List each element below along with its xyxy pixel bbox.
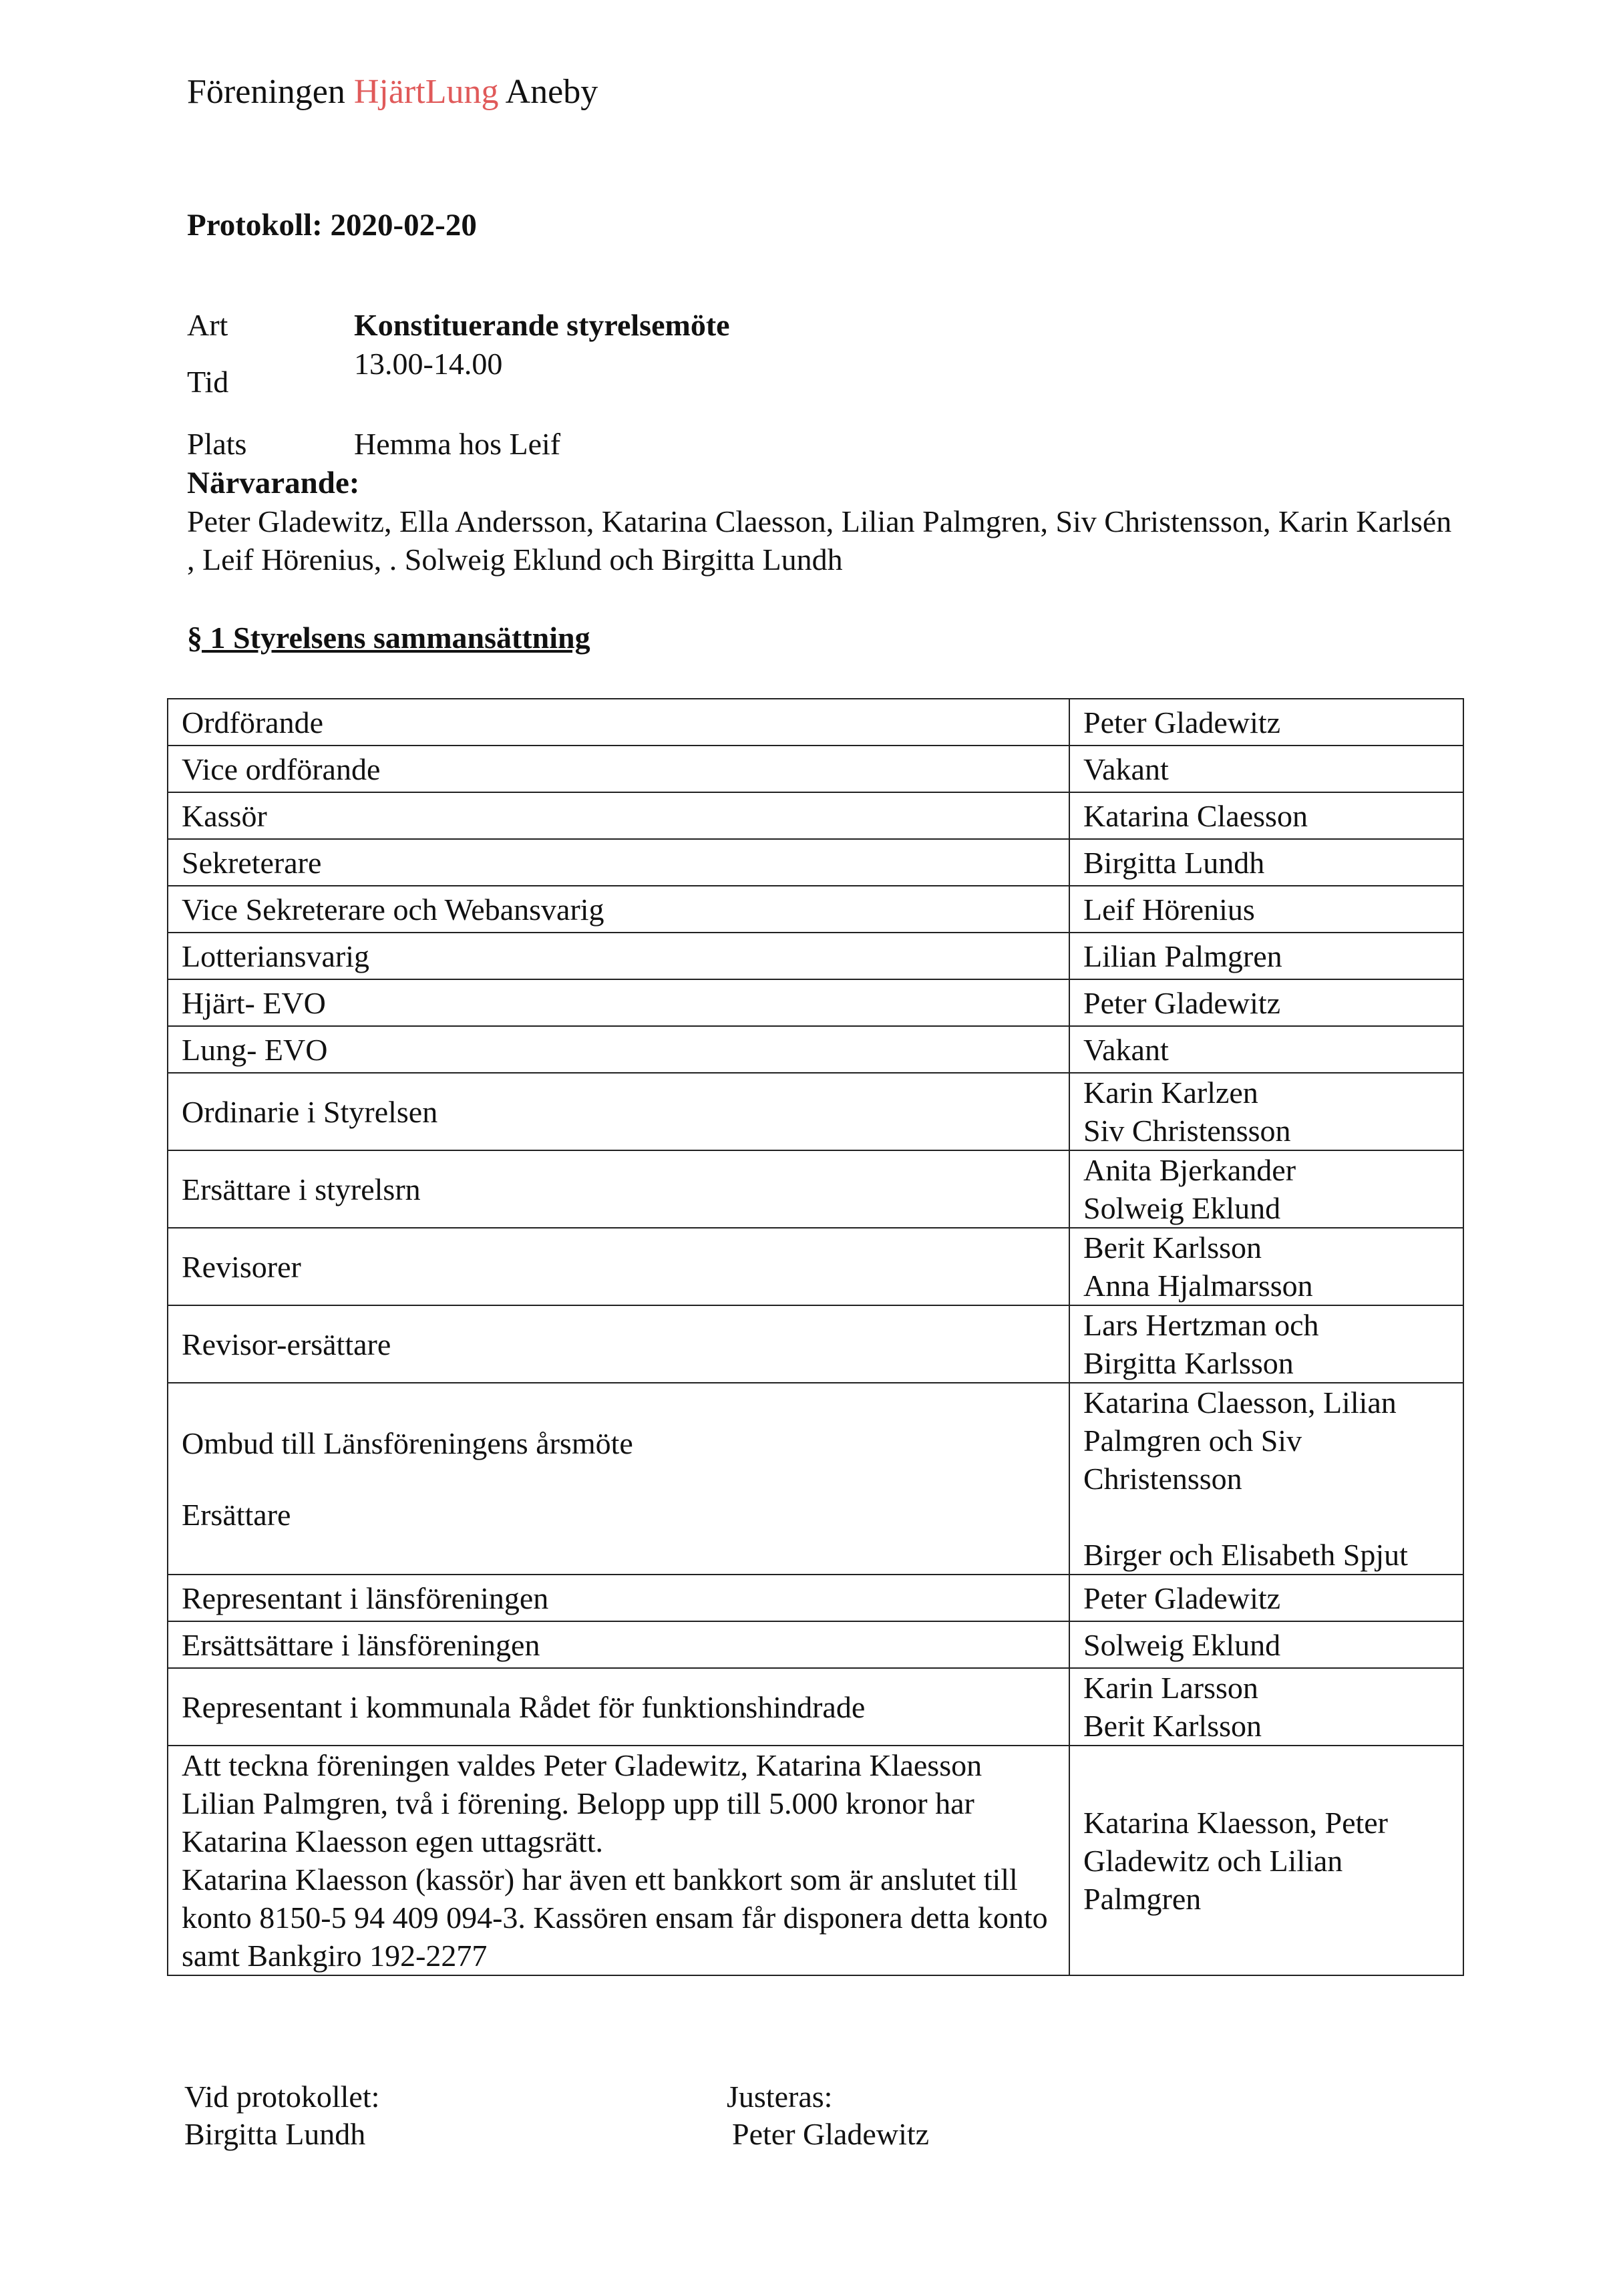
- person-cell: Lilian Palmgren: [1069, 933, 1463, 979]
- art-value: Konstituerande styrelsemöte: [354, 308, 730, 342]
- minutes-taker-name: Birgitta Lundh: [184, 2117, 366, 2151]
- person-cell: Solweig Eklund: [1069, 1621, 1463, 1668]
- role-cell: Ersättsättare i länsföreningen: [168, 1621, 1069, 1668]
- role-cell: Vice Sekreterare och Webansvarig: [168, 886, 1069, 933]
- org-suffix: Aneby: [505, 73, 598, 111]
- table-row: [168, 1383, 1463, 1575]
- role-cell: [168, 1383, 1069, 1575]
- adjuster-name: Peter Gladewitz: [732, 2117, 930, 2151]
- organization-header: [187, 72, 598, 112]
- attendees-heading: Närvarande:: [187, 466, 360, 500]
- person-line: Birger och Elisabeth Spjut: [1083, 1538, 1408, 1572]
- table-row: [168, 1026, 1463, 1073]
- attendees-list: Peter Gladewitz, Ella Andersson, Katarina Claesson, Lilian Palmgren, Siv Christensson, Karin Karlsén , Leif Hörenius, . Solweig Eklund och Birgitta Lundh: [187, 504, 1452, 577]
- role-cell: Representant i länsföreningen: [168, 1575, 1069, 1621]
- table-row: [168, 979, 1463, 1026]
- table-row: [168, 746, 1463, 792]
- table-row: [168, 1228, 1463, 1305]
- role-cell: Kassör: [168, 792, 1069, 839]
- person-cell: Vakant: [1069, 1026, 1463, 1073]
- person-cell: [1069, 1073, 1463, 1150]
- table-row: [168, 1305, 1463, 1383]
- person-line: Siv Christensson: [1083, 1114, 1291, 1148]
- person-line: Anna Hjalmarsson: [1083, 1269, 1313, 1303]
- signing-authority-text: Att teckna föreningen valdes Peter Gladewitz, Katarina Klaesson Lilian Palmgren, två i förening. Belopp upp till 5.000 kronor har Katarina Klaesson egen uttagsrätt. Katarina Klaesson (kassör) har även ett bankkort som är anslutet till konto 8150-5 94 409 094-3. Kassören ensam får disponera detta konto samt Bankgiro 192-2277: [182, 1748, 1048, 1973]
- table-row: [168, 1668, 1463, 1746]
- plats-label: Plats: [187, 427, 247, 461]
- org-brand: HjärtLung: [353, 73, 499, 111]
- person-line: Solweig Eklund: [1083, 1191, 1281, 1225]
- role-cell: Lotteriansvarig: [168, 933, 1069, 979]
- person-cell: Peter Gladewitz: [1069, 1575, 1463, 1621]
- person-line: Berit Karlsson: [1083, 1709, 1262, 1743]
- person-line: Birgitta Karlsson: [1083, 1346, 1294, 1380]
- person-cell: [1069, 1668, 1463, 1746]
- minutes-taker-label: Vid protokollet:: [184, 2080, 380, 2114]
- role-cell: Ordförande: [168, 699, 1069, 746]
- role-line: Ersättare: [182, 1497, 291, 1532]
- person-cell: [1069, 1150, 1463, 1228]
- role-cell: Vice ordförande: [168, 746, 1069, 792]
- person-line: Karin Karlzen: [1083, 1076, 1258, 1110]
- person-cell: Birgitta Lundh: [1069, 839, 1463, 886]
- role-cell: Ersättare i styrelsrn: [168, 1150, 1069, 1228]
- person-line: Katarina Claesson, Lilian Palmgren och Siv Christensson: [1083, 1385, 1397, 1496]
- person-cell: Peter Gladewitz: [1069, 699, 1463, 746]
- plats-value: Hemma hos Leif: [354, 427, 561, 461]
- role-cell: Lung- EVO: [168, 1026, 1069, 1073]
- adjuster-label: Justeras:: [727, 2080, 833, 2114]
- table-row: [168, 792, 1463, 839]
- role-cell: Revisor-ersättare: [168, 1305, 1069, 1383]
- role-cell: Sekreterare: [168, 839, 1069, 886]
- role-line: Ombud till Länsföreningens årsmöte: [182, 1426, 633, 1460]
- role-cell: [168, 1746, 1069, 1975]
- person-cell: [1069, 1305, 1463, 1383]
- role-cell: Revisorer: [168, 1228, 1069, 1305]
- person-line: Lars Hertzman och: [1083, 1308, 1319, 1342]
- table-row: [168, 933, 1463, 979]
- person-line: Berit Karlsson: [1083, 1231, 1262, 1265]
- art-label: Art: [187, 308, 228, 342]
- tid-value: 13.00-14.00: [354, 347, 503, 381]
- protocol-title: Protokoll: 2020-02-20: [187, 208, 477, 242]
- table-row: [168, 886, 1463, 933]
- table-row: [168, 839, 1463, 886]
- role-cell: Hjärt- EVO: [168, 979, 1069, 1026]
- table-row: [168, 1621, 1463, 1668]
- tid-label: Tid: [187, 365, 229, 399]
- table-row: [168, 1575, 1463, 1621]
- person-cell: Vakant: [1069, 746, 1463, 792]
- board-composition-table: [167, 698, 1464, 1976]
- org-prefix: Föreningen: [187, 73, 345, 111]
- person-cell: Peter Gladewitz: [1069, 979, 1463, 1026]
- person-line: Anita Bjerkander: [1083, 1153, 1296, 1187]
- person-cell: Katarina Claesson: [1069, 792, 1463, 839]
- cell-spacer: [1083, 1498, 1449, 1536]
- person-line: Karin Larsson: [1083, 1671, 1258, 1705]
- table-row: [168, 1073, 1463, 1150]
- role-cell: Representant i kommunala Rådet för funktionshindrade: [168, 1668, 1069, 1746]
- person-cell: [1069, 1383, 1463, 1575]
- person-cell: [1069, 1228, 1463, 1305]
- table-row: [168, 1746, 1463, 1975]
- table-row: [168, 699, 1463, 746]
- section-title: § 1 Styrelsens sammansättning: [187, 621, 590, 655]
- table-row: [168, 1150, 1463, 1228]
- person-cell: Leif Hörenius: [1069, 886, 1463, 933]
- person-cell: Katarina Klaesson, Peter Gladewitz och Lilian Palmgren: [1069, 1746, 1463, 1975]
- role-cell: Ordinarie i Styrelsen: [168, 1073, 1069, 1150]
